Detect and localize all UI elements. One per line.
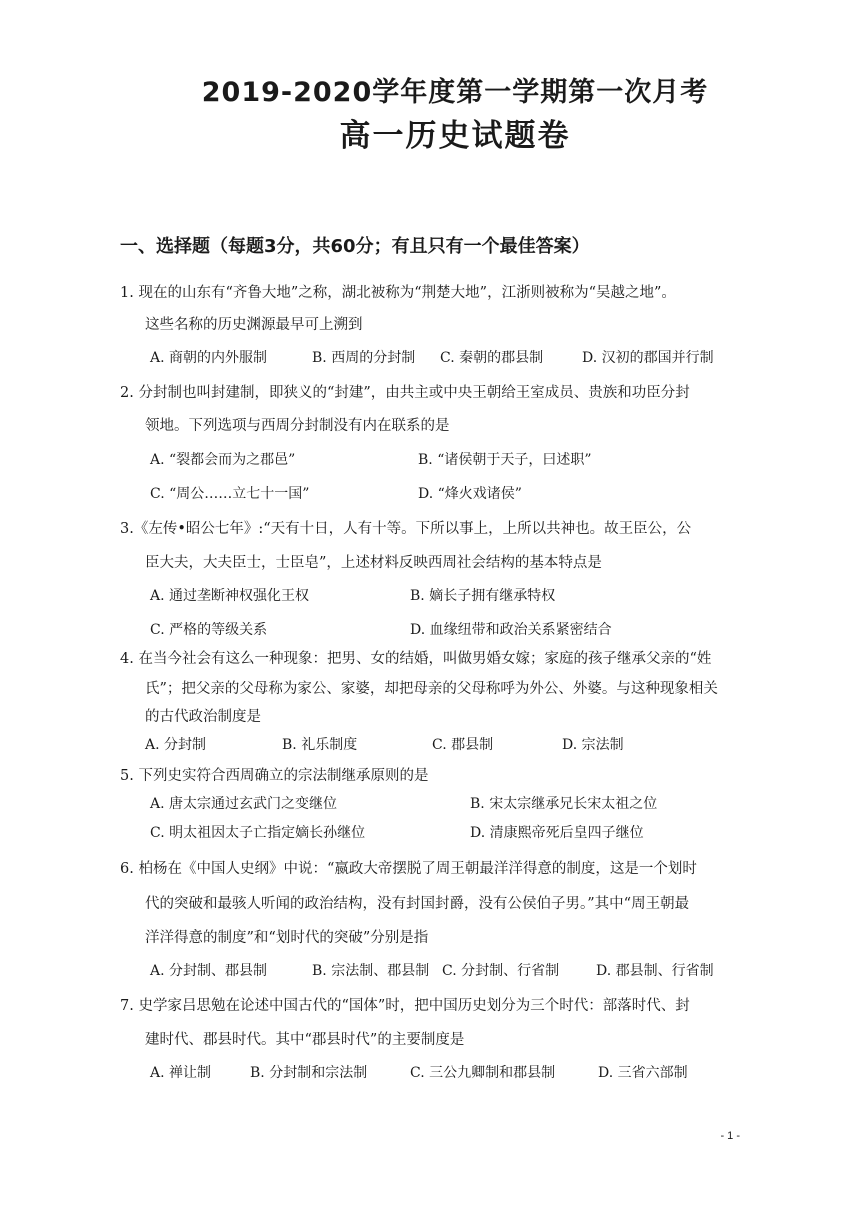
question-3-text-line-1: 3.《左传•昭公七年》:“天有十日，人有十等。下所以事上，上所以共神也。故王臣公，公 [120, 521, 692, 537]
question-6-text-line-3: 洋洋得意的制度”和“划时代的突破”分别是指 [145, 930, 429, 946]
section-heading: 一、选择题（每题3分，共60分；有且只有一个最佳答案） [120, 236, 590, 257]
question-1-text-line-1: 1. 现在的山东有“齐鲁大地”之称，湖北被称为“荆楚大地”，江浙则被称为“吴越之地”。 [120, 285, 676, 301]
question-1-text-line-2: 这些名称的历史渊源最早可上溯到 [145, 317, 363, 333]
question-5-option-b: B. 宋太宗继承兄长宋太祖之位 [470, 796, 658, 812]
question-6-option-c: C. 分封制、行省制 [442, 963, 560, 979]
question-4-option-d: D. 宗法制 [562, 737, 624, 753]
question-5-option-a: A. 唐太宗通过玄武门之变继位 [150, 796, 338, 812]
exam-title: 2019-2020学年度第一学期第一次月考 [201, 77, 709, 108]
question-4-option-c: C. 郡县制 [432, 737, 494, 753]
question-6-option-b: B. 宗法制、郡县制 [312, 963, 430, 979]
question-6-text-line-2: 代的突破和最骇人听闻的政治结构，没有封国封爵，没有公侯伯子男。”其中“周王朝最 [145, 896, 690, 912]
question-7-option-a: A. 禅让制 [150, 1065, 212, 1081]
question-2-option-b: B. “诸侯朝于天子，曰述职” [418, 452, 592, 468]
question-1-option-d: D. 汉初的郡国并行制 [582, 350, 714, 366]
question-7-text-line-2: 建时代、郡县时代。其中“郡县时代”的主要制度是 [145, 1032, 465, 1048]
question-7-option-c: C. 三公九卿制和郡县制 [410, 1065, 556, 1081]
question-1-option-b: B. 西周的分封制 [312, 350, 416, 366]
question-1-option-a: A. 商朝的内外服制 [150, 350, 268, 366]
question-3-option-a: A. 通过垄断神权强化王权 [150, 588, 310, 604]
question-6-text-line-1: 6. 柏杨在《中国人史纲》中说：“嬴政大帝摆脱了周王朝最洋洋得意的制度，这是一个划时 [120, 861, 697, 877]
question-7-option-d: D. 三省六部制 [598, 1065, 688, 1081]
question-2-option-a: A. “裂都会而为之郡邑” [150, 452, 296, 468]
question-7-option-b: B. 分封制和宗法制 [250, 1065, 368, 1081]
question-5-option-c: C. 明太祖因太子亡指定嫡长孙继位 [150, 825, 366, 841]
question-6-option-a: A. 分封制、郡县制 [150, 963, 268, 979]
question-4-text-line-2: 氏”；把父亲的父母称为家公、家婆，却把母亲的父母称呼为外公、外婆。与这种现象相关 [145, 681, 718, 697]
question-2-option-c: C. “周公……立七十一国” [150, 486, 310, 502]
question-6-option-d: D. 郡县制、行省制 [596, 963, 714, 979]
question-5-text-line-1: 5. 下列史实符合西周确立的宗法制继承原则的是 [120, 768, 429, 784]
question-5-option-d: D. 清康熙帝死后皇四子继位 [470, 825, 644, 841]
question-4-text-line-1: 4. 在当今社会有这么一种现象：把男、女的结婚，叫做男婚女嫁；家庭的孩子继承父亲的“姓 [120, 651, 712, 667]
question-4-option-a: A. 分封制 [145, 737, 207, 753]
question-2-text-line-1: 2. 分封制也叫封建制，即狭义的“封建”，由共主或中央王朝给王室成员、贵族和功臣分封 [120, 385, 690, 401]
question-7-text-line-1: 7. 史学家吕思勉在论述中国古代的“国体”时，把中国历史划分为三个时代：部落时代、封 [120, 998, 690, 1014]
question-1-option-c: C. 秦朝的郡县制 [440, 350, 544, 366]
question-3-option-c: C. 严格的等级关系 [150, 622, 268, 638]
question-3-option-d: D. 血缘纽带和政治关系紧密结合 [410, 622, 612, 638]
question-4-text-line-3: 的古代政治制度是 [145, 709, 261, 725]
question-2-text-line-2: 领地。下列选项与西周分封制没有内在联系的是 [145, 418, 450, 434]
question-3-option-b: B. 嫡长子拥有继承特权 [410, 588, 556, 604]
question-4-option-b: B. 礼乐制度 [282, 737, 358, 753]
question-3-text-line-2: 臣大夫，大夫臣士，士臣皂”，上述材料反映西周社会结构的基本特点是 [145, 555, 602, 571]
page-number: - 1 - [720, 1130, 740, 1142]
exam-subtitle: 高一历史试题卷 [339, 118, 571, 154]
question-2-option-d: D. “烽火戏诸侯” [418, 486, 522, 502]
